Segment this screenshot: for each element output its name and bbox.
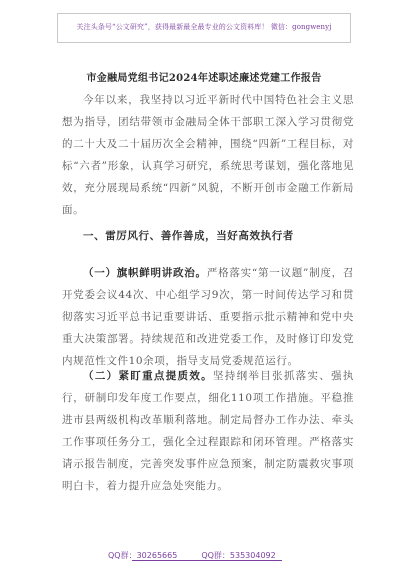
footer-qq-2: QQ群：535304092 bbox=[201, 551, 276, 560]
footer bbox=[108, 550, 308, 561]
paragraph-2-lead: （二）紧盯重点提质效。 bbox=[83, 370, 213, 382]
paragraph-1 bbox=[62, 262, 354, 372]
section-heading: 一、雷厉风行、善作善成，当好高效执行者 bbox=[83, 230, 294, 242]
document-title: 市金融局党组书记2024年述职述廉述党建工作报告 bbox=[86, 73, 322, 84]
paragraph-1-body: 严格落实“第一议题”制度，召开党委会议44次、中心组学习9次，第一时间传达学习和贯彻落实习近平总书记重要讲话、重要指示批示精神和党中央重大决策部署。持续规范和改进党委工作，及时修订印发党内规范性文件10余项，指导支局党委规范运行。 bbox=[62, 267, 354, 367]
paragraph-2-body: 坚持纲举目张抓落实、强执行，研制印发年度工作要点，细化110项工作措施。平稳推进市县两级机构改革顺利落地。制定局督办工作办法、牵头工作事项任务分工，强化全过程跟踪和闭环管理。严格落实请示报告制度，完善突发事件应急预案，制定防震救灾事项明白卡，着力提升应急处突能力。 bbox=[62, 370, 354, 492]
intro-paragraph: 今年以来，我坚持以习近平新时代中国特色社会主义思想为指导，团结带领市金融局全体干部职工深入学习贯彻党的二十大及二十届历次全会精神，围绕“四新”工程目标，对标“六者”形象，认真学习研究，系统思考谋划，强化落地见效，充分展现局系统“四新”风貌，不断开创市金融工作新局面。 bbox=[62, 94, 354, 216]
paragraph-2 bbox=[62, 365, 354, 497]
paragraph-1-lead: （一）旗帜鲜明讲政治。 bbox=[83, 267, 207, 279]
footer-qq-1: QQ群：30265665 bbox=[108, 551, 178, 560]
header-banner-text: 关注头条号“公文研究”，获得最新最全最专业的公文资料库！ 微信：gongwenyj bbox=[76, 23, 332, 31]
